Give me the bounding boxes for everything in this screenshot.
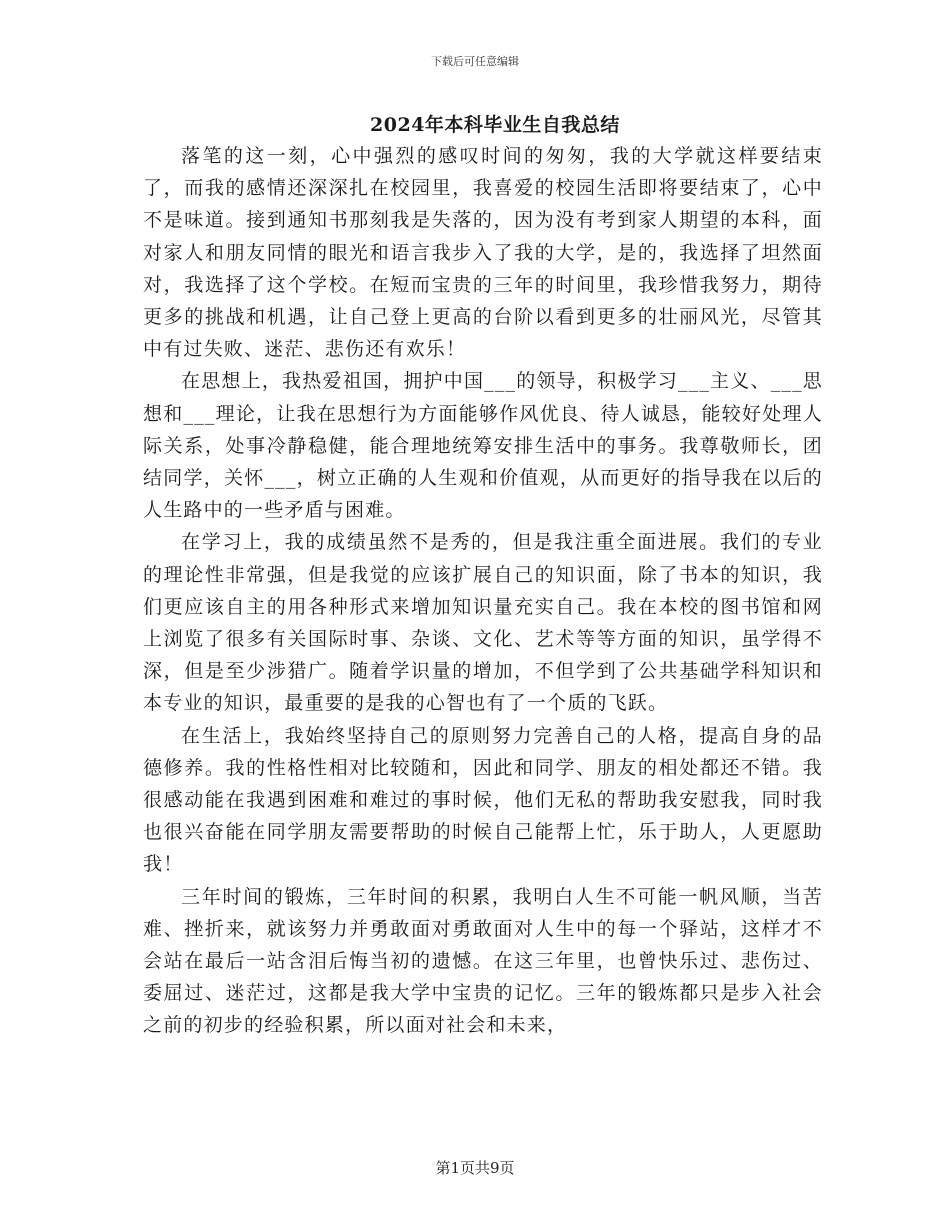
paragraph-ideology: 在思想上，我热爱祖国，拥护中国___的领导，积极学习___主义、___思想和___理论，让我在思想行为方面能够作风优良、待人诚恳，能较好处理人际关系，处事冷静稳健，能合理地统筹安排生活中的事务。我尊敬师长，团结同学，关怀___，树立正确的人生观和价值观，从而更好的指导我在以后的人生路中的一些矛盾与困难。 [143, 370, 823, 522]
document-body [143, 140, 823, 1042]
document-title: 2024年本科毕业生自我总结 [370, 114, 620, 136]
download-edit-note: 下载后可任意编辑 [431, 55, 519, 68]
page-number: 第1页共9页 [435, 1159, 515, 1177]
paragraph-life: 在生活上，我始终坚持自己的原则努力完善自己的人格，提高自身的品德修养。我的性格性相对比较随和，因此和同学、朋友的相处都还不错。我很感动能在我遇到困难和难过的事时候，他们无私的帮助我安慰我，同时我也很兴奋能在同学朋友需要帮助的时候自己能帮上忙，乐于助人，人更愿助我！ [143, 724, 823, 876]
paragraph-study: 在学习上，我的成绩虽然不是秀的，但是我注重全面进展。我们的专业的理论性非常强，但是我觉的应该扩展自己的知识面，除了书本的知识，我们更应该自主的用各种形式来增加知识量充实自己。我在本校的图书馆和网上浏览了很多有关国际时事、杂谈、文化、艺术等等方面的知识，虽学得不深，但是至少涉猎广。随着学识量的增加，不但学到了公共基础学科知识和本专业的知识，最重要的是我的心智也有了一个质的飞跃。 [143, 531, 823, 715]
paragraph-intro: 落笔的这一刻，心中强烈的感叹时间的匆匆，我的大学就这样要结束了，而我的感情还深深扎在校园里，我喜爱的校园生活即将要结束了，心中不是味道。接到通知书那刻我是失落的，因为没有考到家人期望的本科，面对家人和朋友同情的眼光和语言我步入了我的大学，是的，我选择了坦然面对，我选择了这个学校。在短而宝贵的三年的时间里，我珍惜我努力，期待更多的挑战和机遇，让自己登上更高的台阶以看到更多的壮丽风光，尽管其中有过失败、迷茫、悲伤还有欢乐！ [143, 145, 823, 361]
paragraph-reflection: 三年时间的锻炼，三年时间的积累，我明白人生不可能一帆风顺，当苦难、挫折来，就该努力并勇敢面对勇敢面对人生中的每一个驿站，这样才不会站在最后一站含泪后悔当初的遗憾。在这三年里，也曾快乐过、悲伤过、委屈过、迷茫过，这都是我大学中宝贵的记忆。三年的锻炼都只是步入社会之前的初步的经验积累，所以面对社会和未来， [143, 885, 823, 1037]
